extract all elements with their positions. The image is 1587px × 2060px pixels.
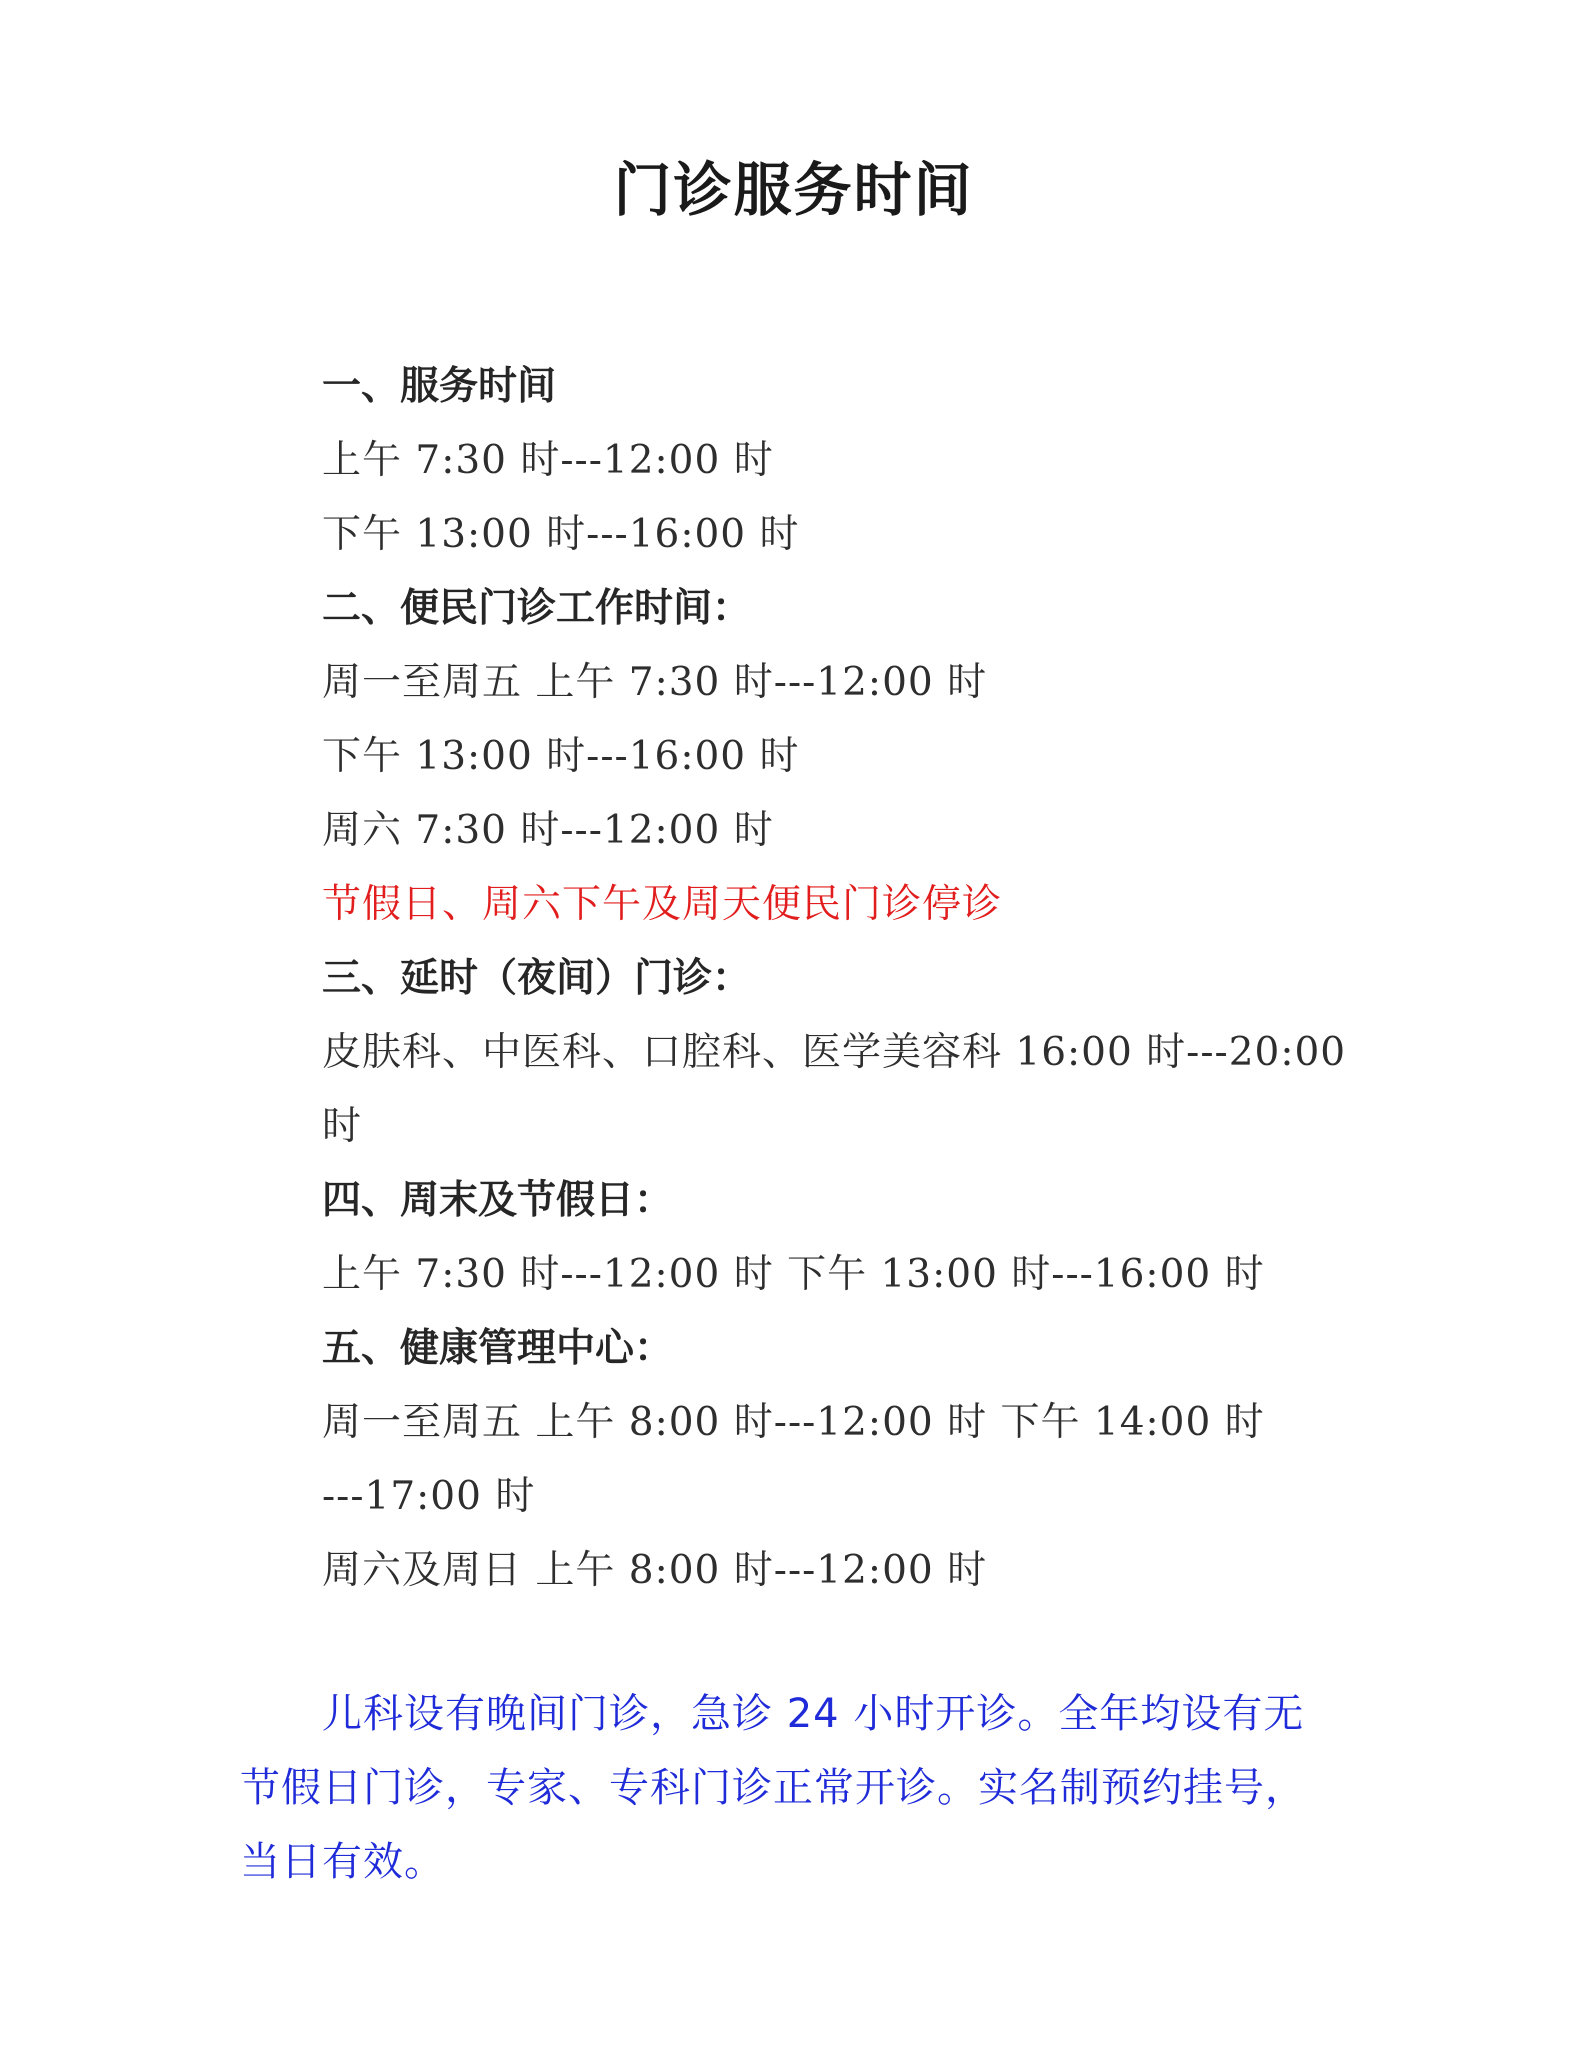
service-hours-afternoon: 下午 13:00 时---16:00 时 [322, 512, 800, 557]
section-heading-service-hours: 一、服务时间 [322, 364, 557, 409]
page-title: 门诊服务时间 [613, 156, 974, 224]
evening-clinic-departments-cont: 时 [322, 1104, 363, 1149]
weekend-holiday-hours: 上午 7:30 时---12:00 时 下午 13:00 时---16:00 时 [322, 1252, 1265, 1297]
convenience-weekday-afternoon: 下午 13:00 时---16:00 时 [322, 734, 800, 779]
convenience-saturday: 周六 7:30 时---12:00 时 [322, 808, 774, 853]
health-center-weekend: 周六及周日 上午 8:00 时---12:00 时 [322, 1548, 988, 1593]
schedule-content [322, 350, 1352, 1608]
section-heading-evening-clinic: 三、延时（夜间）门诊： [322, 956, 752, 1001]
section-heading-convenience-clinic: 二、便民门诊工作时间： [322, 586, 752, 631]
health-center-weekday-cont: ---17:00 时 [322, 1474, 536, 1519]
convenience-closure-notice: 节假日、周六下午及周天便民门诊停诊 [322, 882, 1003, 927]
section-heading-weekend-holiday: 四、周末及节假日： [322, 1178, 674, 1223]
service-hours-morning: 上午 7:30 时---12:00 时 [322, 438, 774, 483]
convenience-weekday-morning: 周一至周五 上午 7:30 时---12:00 时 [322, 660, 988, 705]
section-heading-health-center: 五、健康管理中心： [322, 1326, 674, 1371]
pediatrics-emergency-note: 儿科设有晚间门诊，急诊 24 小时开诊。全年均设有无节假日门诊，专家、专科门诊正常开诊。实名制预约挂号，当日有效。 [240, 1691, 1306, 1885]
health-center-weekday: 周一至周五 上午 8:00 时---12:00 时 下午 14:00 时 [322, 1400, 1265, 1445]
evening-clinic-departments: 皮肤科、中医科、口腔科、医学美容科 16:00 时---20:00 [322, 1030, 1347, 1075]
